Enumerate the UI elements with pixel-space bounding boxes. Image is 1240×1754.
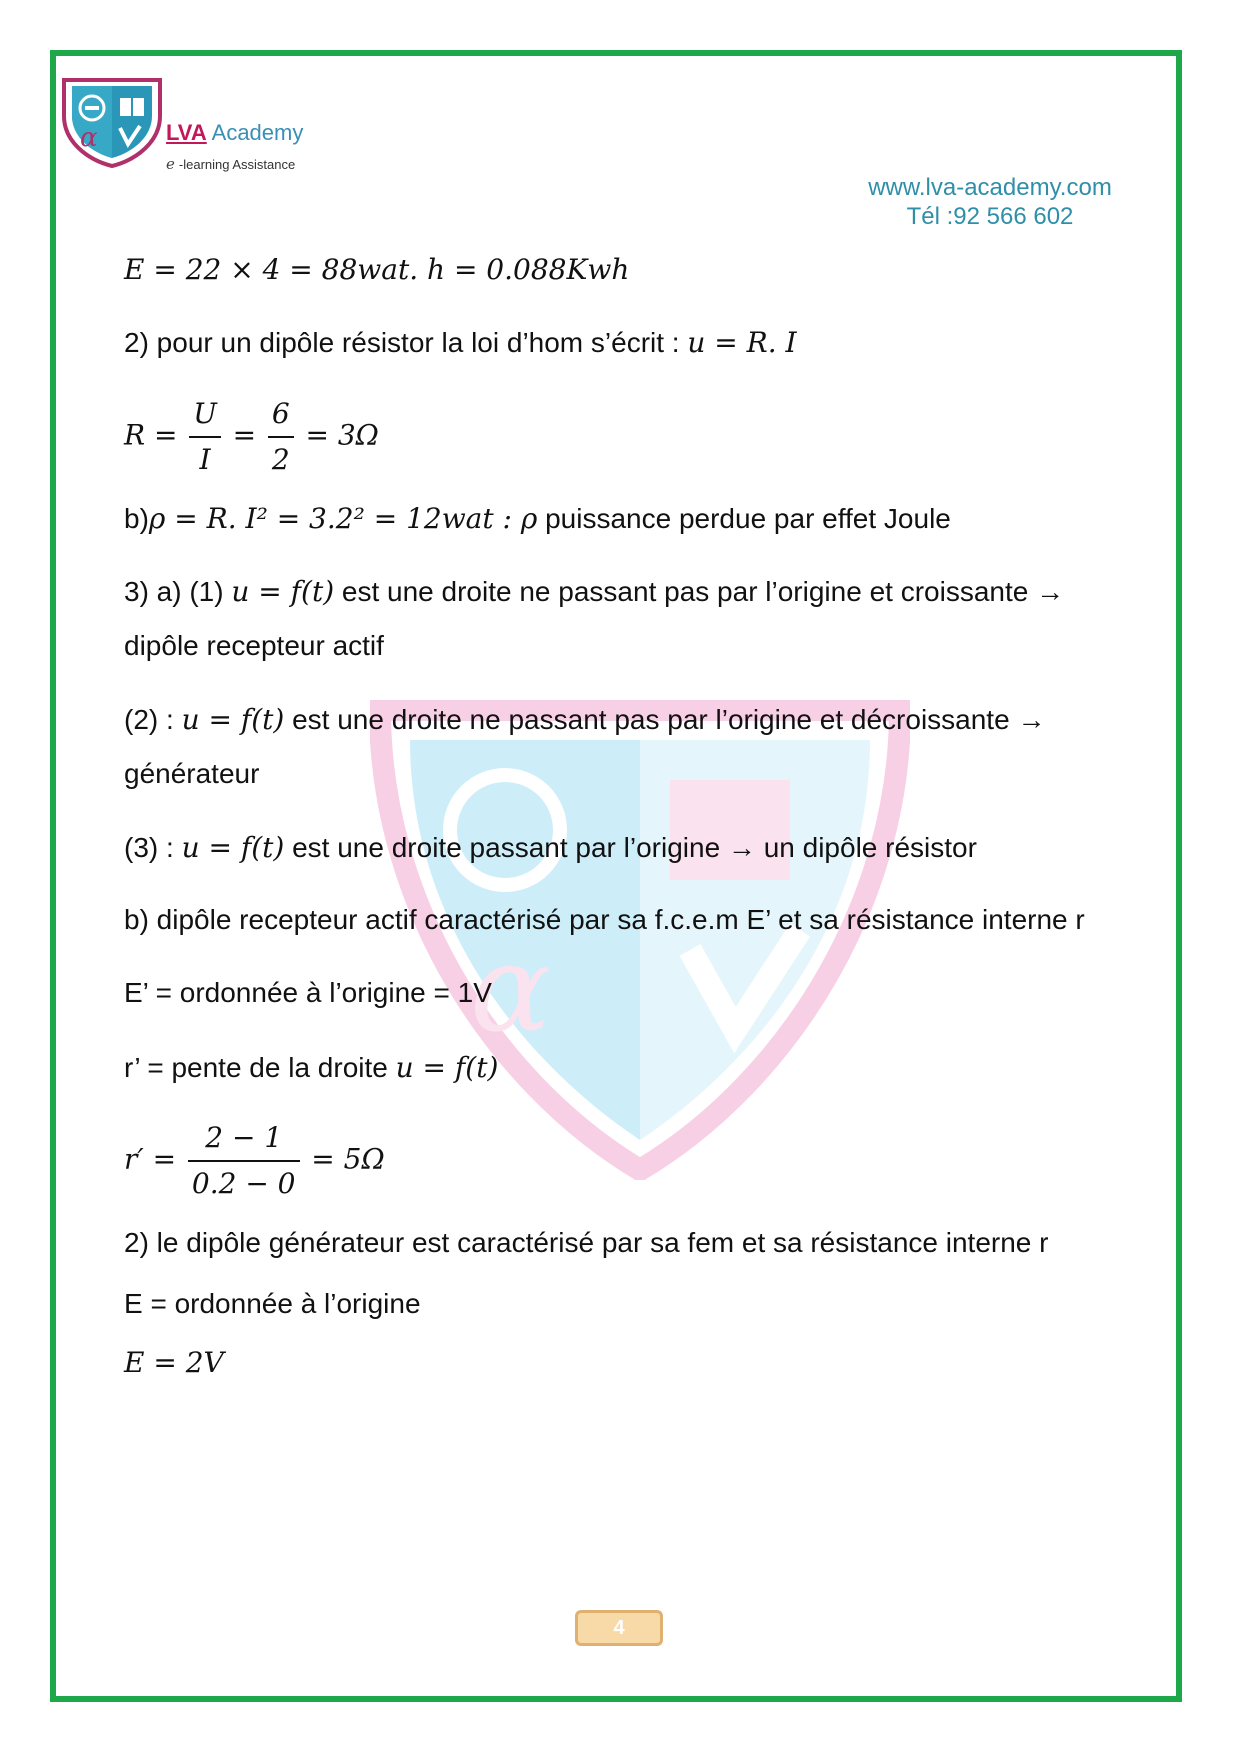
power-line	[124, 502, 951, 535]
shield-watermark	[370, 700, 910, 1180]
ohm-law-line	[124, 326, 797, 359]
ohm-law-math: u = R. I	[687, 326, 797, 359]
phone-number: Tél :92 566 602	[906, 203, 1074, 230]
frac-den: 2	[271, 443, 290, 476]
slope-line	[124, 1051, 498, 1084]
tagline-e: e	[166, 155, 175, 173]
power-text: puissance perdue par effet Joule	[537, 503, 951, 534]
curve1-math: u = f(t)	[231, 575, 335, 608]
emf-definition: E = ordonnée à l’origine	[124, 1288, 421, 1319]
contact-block	[840, 173, 1140, 231]
fraction-u-over-i	[189, 392, 221, 482]
energy-equation: E = 22 × 4 = 88wat. h = 0.088Kwh	[124, 253, 630, 286]
curve3-text: est une droite passant par l’origine → un dipôle résistor	[284, 832, 977, 863]
tagline-text: -learning Assistance	[178, 157, 296, 172]
slope-fraction	[188, 1116, 300, 1206]
svg-text:α: α	[470, 920, 552, 1059]
lva-logo	[58, 76, 166, 168]
frac-den: 0.2 − 0	[191, 1167, 296, 1200]
r-lhs: R =	[124, 418, 178, 452]
curve2-line	[124, 703, 1045, 736]
curve1-line	[124, 575, 1064, 608]
brand-tagline	[166, 155, 295, 173]
r-result: = 3Ω	[305, 418, 379, 452]
curve1-conclusion: dipôle recepteur actif	[124, 630, 384, 661]
power-prefix: b)	[124, 503, 149, 534]
curve3-line	[124, 831, 977, 864]
slope-text: r’ = pente de la droite	[124, 1052, 396, 1083]
brand-name	[166, 120, 303, 146]
brand-lva: LVA	[166, 120, 207, 145]
page-number-badge: 4	[575, 1610, 663, 1646]
curve2-prefix: (2) :	[124, 704, 182, 735]
power-math: ρ = R. I² = 3.2² = 12wat : ρ	[148, 502, 538, 535]
curve3-math: u = f(t)	[181, 831, 285, 864]
brand-academy: Academy	[211, 120, 304, 145]
curve1-text: est une droite ne passant pas par l’origine et croissante →	[334, 576, 1065, 607]
curve1-prefix: 3) a) (1)	[124, 576, 232, 607]
emf-value: E = 2V	[124, 1346, 224, 1379]
curve2-conclusion: générateur	[124, 758, 260, 789]
curve2-text: est une droite ne passant pas par l’origine et décroissante →	[284, 704, 1046, 735]
r-prime-lhs: r′ =	[124, 1142, 177, 1176]
internal-resistance-equation	[124, 1116, 385, 1206]
frac-num: 2 − 1	[188, 1116, 300, 1162]
fcem-value: E’ = ordonnée à l’origine = 1V	[124, 977, 492, 1008]
curve3-prefix: (3) :	[124, 832, 182, 863]
receptor-description: b) dipôle recepteur actif caractérisé par sa f.c.e.m E’ et sa résistance interne r	[124, 904, 1085, 935]
resistance-equation	[124, 392, 379, 482]
ohm-law-text: 2) pour un dipôle résistor la loi d’hom s’écrit :	[124, 327, 688, 358]
svg-text:α: α	[80, 123, 98, 153]
fraction-6-over-2	[268, 392, 294, 482]
frac-num: 6	[268, 392, 294, 438]
slope-math: u = f(t)	[395, 1051, 499, 1084]
r-prime-result: = 5Ω	[311, 1142, 385, 1176]
frac-num: U	[189, 392, 221, 438]
equals-sign: =	[232, 418, 257, 452]
frac-den: I	[199, 443, 211, 476]
generator-description: 2) le dipôle générateur est caractérisé par sa fem et sa résistance interne r	[124, 1227, 1049, 1258]
curve2-math: u = f(t)	[181, 703, 285, 736]
website-link[interactable]: www.lva-academy.com	[868, 174, 1112, 201]
